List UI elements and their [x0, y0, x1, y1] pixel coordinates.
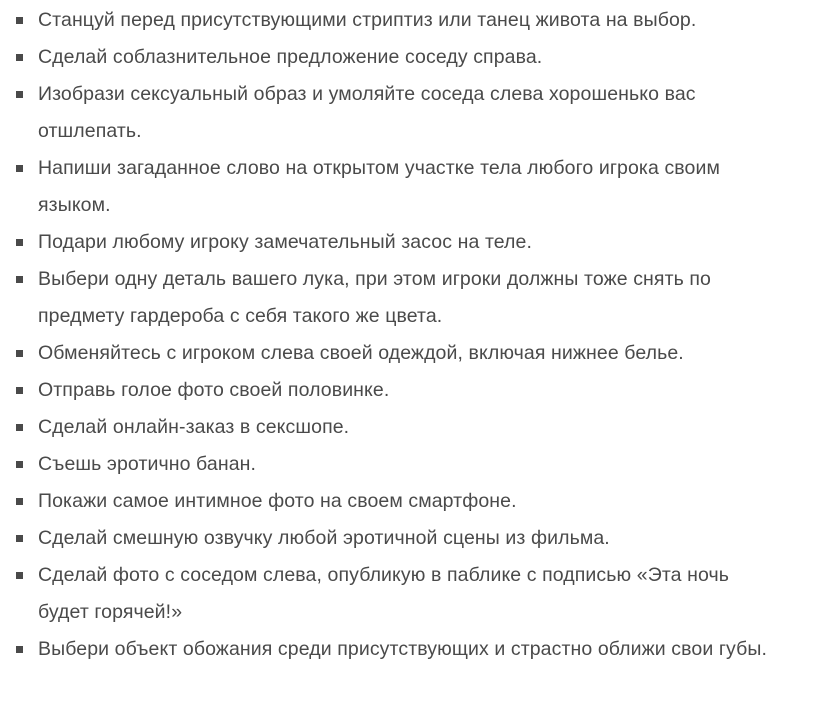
- list-item-text: Выбери одну деталь вашего лука, при этом игроки должны тоже снять по предмету гардероба с себя такого же цвета.: [38, 268, 711, 327]
- list-item: [0, 409, 823, 446]
- list-item-text: Покажи самое интимное фото на своем смартфоне.: [38, 490, 517, 512]
- list-item: [0, 631, 823, 668]
- list-item-text: Сделай соблазнительное предложение соседу справа.: [38, 46, 543, 68]
- list-item-text: Напиши загаданное слово на открытом участке тела любого игрока своим языком.: [38, 157, 720, 216]
- square-bullet-icon: [16, 461, 23, 468]
- list-item: [0, 483, 823, 520]
- list-item-text: Изобрази сексуальный образ и умоляйте соседа слева хорошенько вас отшлепать.: [38, 83, 696, 142]
- list-item: [0, 335, 823, 372]
- square-bullet-icon: [16, 572, 23, 579]
- list-item: [0, 372, 823, 409]
- list-item: [0, 150, 823, 224]
- square-bullet-icon: [16, 165, 23, 172]
- list-item-text: Сделай фото с соседом слева, опубликую в паблике с подписью «Эта ночь будет горячей!»: [38, 564, 730, 623]
- list-item-text: Станцуй перед присутствующими стриптиз или танец живота на выбор.: [38, 9, 697, 31]
- square-bullet-icon: [16, 239, 23, 246]
- list-item-text: Отправь голое фото своей половинке.: [38, 379, 390, 401]
- square-bullet-icon: [16, 424, 23, 431]
- list-item: [0, 261, 823, 335]
- square-bullet-icon: [16, 54, 23, 61]
- list-item-text: Сделай смешную озвучку любой эротичной сцены из фильма.: [38, 527, 610, 549]
- list-item: [0, 39, 823, 76]
- list-item-text: Подари любому игроку замечательный засос на теле.: [38, 231, 532, 253]
- list-item-text: Сделай онлайн-заказ в сексшопе.: [38, 416, 350, 438]
- list-item: [0, 76, 823, 150]
- list-item: [0, 2, 823, 39]
- list-item-text: Выбери объект обожания среди присутствующих и страстно оближи свои губы.: [38, 638, 768, 660]
- list-item: [0, 446, 823, 483]
- list-item: [0, 224, 823, 261]
- square-bullet-icon: [16, 535, 23, 542]
- list-item-text: Обменяйтесь с игроком слева своей одеждой, включая нижнее белье.: [38, 342, 684, 364]
- square-bullet-icon: [16, 276, 23, 283]
- square-bullet-icon: [16, 498, 23, 505]
- list-item: [0, 557, 823, 631]
- square-bullet-icon: [16, 350, 23, 357]
- list-item: [0, 520, 823, 557]
- square-bullet-icon: [16, 91, 23, 98]
- square-bullet-icon: [16, 17, 23, 24]
- list-item-text: Съешь эротично банан.: [38, 453, 257, 475]
- square-bullet-icon: [16, 387, 23, 394]
- square-bullet-icon: [16, 646, 23, 653]
